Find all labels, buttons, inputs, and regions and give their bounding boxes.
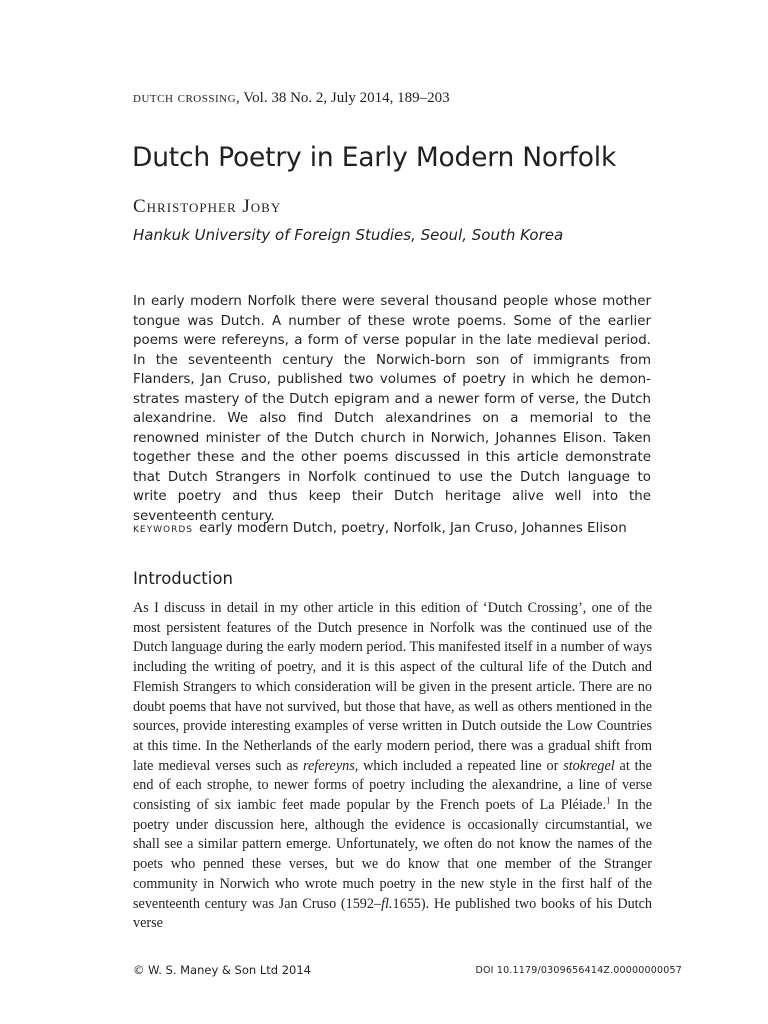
body-text-segment: As I discuss in detail in my other article in this edition of ‘Dutch Crossing’, one of the most persistent features of the Dutch presence in Norfolk was the continued use of the Dutch language during the early modern period. This manifested itself in a number of ways including the writing of poetry, and it is this aspect of the cultural life of the Dutch and Flemish Strangers to which consideration will be given in the present article. There are no doubt poems that have not survived, but those that have, as well as others mentioned in the sources, provide interesting examples of verse written in Dutch outside the Low Countries at this time. In the Netherlands of the early modern period, there was a gradual shift from late medieval verses such as [133,600,652,774]
journal-citation [133,90,450,107]
doi-link[interactable]: DOI 10.1179/0309656414Z.00000000057 [475,965,682,976]
body-text-segment: In the poetry under discussion here, although the evidence is occasionally circumstantial, we shall see a similar pattern emerge. Unfortunately, we often do not know the names of the poets who penned these verses, but we do know that one member of the Stranger community in Norwich who wrote much poetry in the new style in the first half of the seventeenth century was Jan Cruso (1592– [133,797,653,912]
body-text-segment: 1655). He published two books of his Dutch verse [133,895,652,932]
italic-term-stokregel: stokregel [563,757,615,774]
italic-term-fl: fl. [381,895,393,912]
volume-info: , Vol. 38 No. 2, July 2014, 189–203 [236,90,450,106]
introduction-paragraph [133,599,652,934]
footnote-reference[interactable]: 1 [606,795,611,806]
article-title: Dutch Poetry in Early Modern Norfolk [132,142,617,173]
author-affiliation: Hankuk University of Foreign Studies, Seoul, South Korea [133,226,564,244]
keywords-line [133,521,693,536]
copyright-notice: © W. S. Maney & Son Ltd 2014 [133,963,311,977]
body-text-segment: , which included a repeated line or [354,757,564,774]
journal-name: dutch crossing [133,90,237,106]
body-text-segment: at the end of each strophe, to newer forms of poetry including the alexandrine, a line of verse consisting of six iambic feet made popular by the French poets of La Pléiade. [133,757,652,814]
abstract: In early modern Norfolk there were several thousand people whose mother tongue was Dutch. A number of these wrote poems. Some of the earlier poems were refereyns, a form of verse popular in the late medieval period. In the seventeenth century the Norwich-born son of immigrants from Flanders, Jan Cruso, published two volumes of poetry in which he demonstrates mastery of the Dutch epigram and a newer form of verse, the Dutch alexandrine. We also find Dutch alexandrines on a memorial to the renowned minister of the Dutch church in Norwich, Johannes Elison. Taken together these and the other poems discussed in this article demonstrate that Dutch Strangers in Norfolk continued to use the Dutch language to write poetry and thus keep their Dutch heritage alive well into the seventeenth century. [133,294,651,524]
keywords-list: early modern Dutch, poetry, Norfolk, Jan Cruso, Johannes Elison [198,521,627,536]
section-heading-introduction: Introduction [133,569,233,588]
author-name: Christopher Joby [133,196,282,217]
italic-term-refereyns: refereyns [303,757,355,774]
keywords-label: keywords [133,521,193,536]
